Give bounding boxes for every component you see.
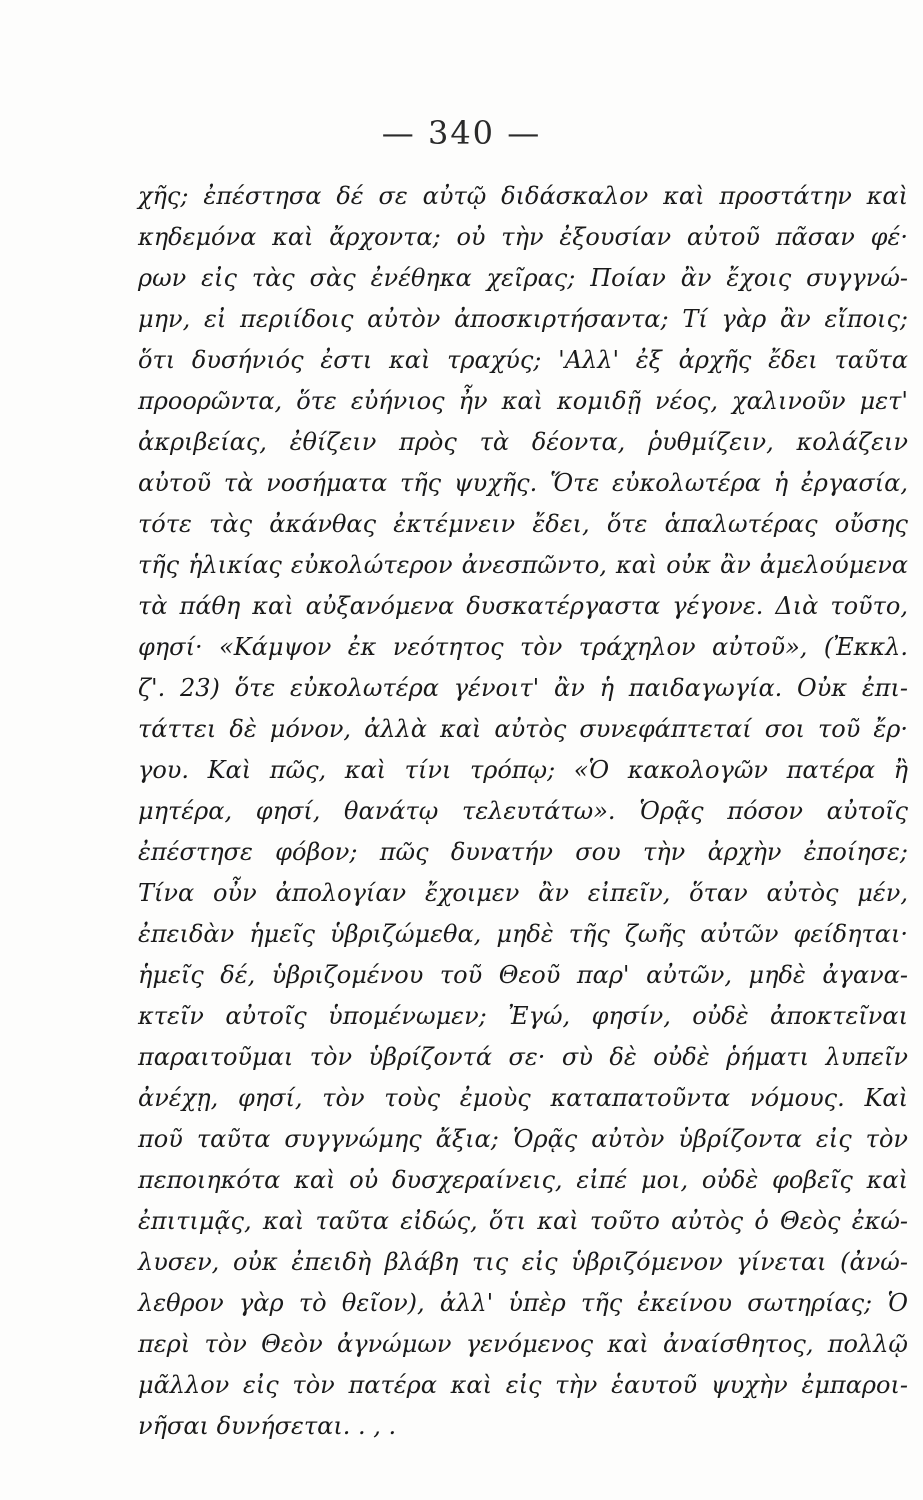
text-line: προορῶντα, ὅτε εὐήνιος ἦν καὶ κομιδῇ νέος, χαλινοῦν μετ' xyxy=(138,387,908,415)
text-line: μᾶλλον εἰς τὸν πατέρα καὶ εἰς τὴν ἑαυτοῦ ψυχὴν ἐμπαροι- xyxy=(138,1371,908,1399)
text-body xyxy=(138,176,908,1447)
text-line: ἐπέστησε φόβον; πῶς δυνατήν σου τὴν ἀρχὴν ἐποίησε; xyxy=(138,838,908,866)
text-line: ποῦ ταῦτα συγγνώμης ἄξια; Ὁρᾷς αὐτὸν ὑβρίζοντα εἰς τὸν xyxy=(138,1125,908,1153)
page-number: — 340 — xyxy=(381,114,542,152)
text-line: ἐπιτιμᾷς, καὶ ταῦτα εἰδώς, ὅτι καὶ τοῦτο αὐτὸς ὁ Θεὸς ἐκώ- xyxy=(138,1207,908,1235)
text-line: ἀκριβείας, ἐθίζειν πρὸς τὰ δέοντα, ῥυθμίζειν, κολάζειν xyxy=(138,428,908,456)
text-line: ἐπειδὰν ἡμεῖς ὑβριζώμεθα, μηδὲ τῆς ζωῆς αὐτῶν φείδηται· xyxy=(138,920,908,948)
text-line: παραιτοῦμαι τὸν ὑβρίζοντά σε· σὺ δὲ οὐδὲ ῥήματι λυπεῖν xyxy=(138,1043,908,1071)
text-line: Τίνα οὖν ἀπολογίαν ἔχοιμεν ἂν εἰπεῖν, ὅταν αὐτὸς μέν, xyxy=(138,879,908,907)
text-line: χῆς; ἐπέστησα δέ σε αὐτῷ διδάσκαλον καὶ προστάτην καὶ xyxy=(138,182,908,210)
text-line: αὐτοῦ τὰ νοσήματα τῆς ψυχῆς. Ὅτε εὐκολωτέρα ἡ ἐργασία, xyxy=(138,469,908,497)
text-line: πεποιηκότα καὶ οὐ δυσχεραίνεις, εἰπέ μοι, οὐδὲ φοβεῖς καὶ xyxy=(138,1166,908,1194)
text-line: κτεῖν αὐτοῖς ὑπομένωμεν; Ἐγώ, φησίν, οὐδὲ ἀποκτεῖναι xyxy=(138,1002,908,1030)
text-line: ζ'. 23) ὅτε εὐκολωτέρα γένοιτ' ἂν ἡ παιδαγωγία. Οὐκ ἐπι- xyxy=(138,674,908,702)
text-line: γου. Καὶ πῶς, καὶ τίνι τρόπῳ; «Ὁ κακολογῶν πατέρα ἢ xyxy=(138,756,908,784)
text-line: τότε τὰς ἀκάνθας ἐκτέμνειν ἔδει, ὅτε ἁπαλωτέρας οὔσης xyxy=(138,510,908,538)
text-line: μητέρα, φησί, θανάτῳ τελευτάτω». Ὁρᾷς πόσον αὐτοῖς xyxy=(138,797,908,825)
text-line: κηδεμόνα καὶ ἄρχοντα; οὐ τὴν ἐξουσίαν αὐτοῦ πᾶσαν φέ· xyxy=(138,223,908,251)
text-line: φησί· «Κάμψον ἐκ νεότητος τὸν τράχηλον αὐτοῦ», (Ἐκκλ. xyxy=(138,633,908,661)
text-line: ρων εἰς τὰς σὰς ἐνέθηκα χεῖρας; Ποίαν ἂν ἔχοις συγγνώ- xyxy=(138,264,908,292)
text-line: ὅτι δυσήνιός ἐστι καὶ τραχύς; 'Αλλ' ἐξ ἀρχῆς ἔδει ταῦτα xyxy=(138,346,908,374)
text-line: λυσεν, οὐκ ἐπειδὴ βλάβη τις εἰς ὑβριζόμενον γίνεται (ἀνώ- xyxy=(138,1248,908,1276)
text-line: τάττει δὲ μόνον, ἀλλὰ καὶ αὐτὸς συνεφάπτεταί σοι τοῦ ἔρ· xyxy=(138,715,908,743)
text-line: τῆς ἡλικίας εὐκολώτερον ἀνεσπῶντο, καὶ οὐκ ἂν ἀμελούμενα xyxy=(138,551,908,579)
text-line: περὶ τὸν Θεὸν ἀγνώμων γενόμενος καὶ ἀναίσθητος, πολλῷ xyxy=(138,1330,908,1358)
text-line: ἡμεῖς δέ, ὑβριζομένου τοῦ Θεοῦ παρ' αὐτῶν, μηδὲ ἀγανα- xyxy=(138,961,908,989)
text-line: ἀνέχῃ, φησί, τὸν τοὺς ἐμοὺς καταπατοῦντα νόμους. Καὶ xyxy=(138,1084,908,1112)
text-line: τὰ πάθη καὶ αὐξανόμενα δυσκατέργαστα γέγονε. Διὰ τοῦτο, xyxy=(138,592,908,620)
text-line: λεθρον γὰρ τὸ θεῖον), ἀλλ' ὑπὲρ τῆς ἐκείνου σωτηρίας; Ὁ xyxy=(138,1289,908,1317)
text-line: μην, εἰ περιίδοις αὐτὸν ἀποσκιρτήσαντα; Τί γὰρ ἂν εἴποις; xyxy=(138,305,908,333)
text-line-last: νῆσαι δυνήσεται. . , . xyxy=(138,1412,397,1440)
